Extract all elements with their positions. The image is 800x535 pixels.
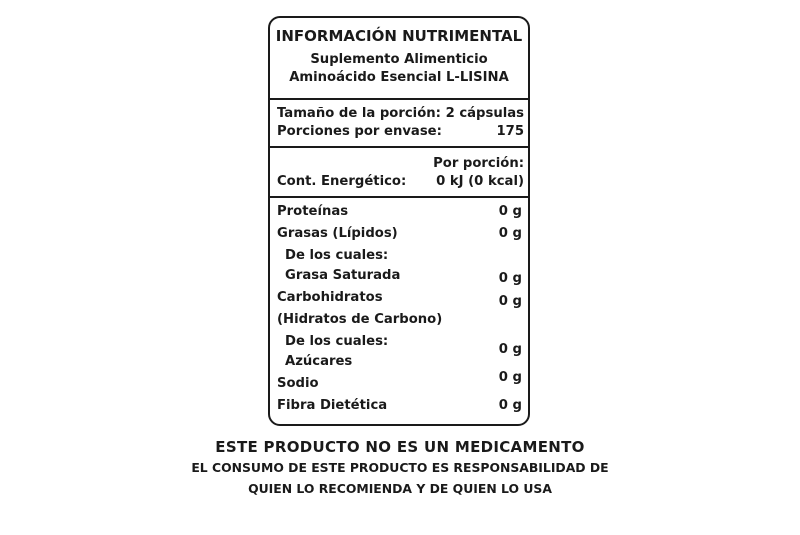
nutrient-label: Grasas (Lípidos) [277,226,398,241]
serving-size-label: Tamaño de la porción: [277,106,441,121]
sub-heading: De los cuales: [285,334,389,349]
nutrient-label: Azúcares [285,354,353,369]
nutrient-value: 0 g [498,204,522,219]
divider [270,146,528,148]
energy-label: Cont. Energético: [277,174,407,189]
servings-per-container-value: 175 [496,124,524,139]
nutrient-label: Grasa Saturada [285,268,401,283]
nutrient-label: Sodio [277,376,319,391]
warning-text-line2: QUIEN LO RECOMIENDA Y DE QUIEN LO USA [248,481,552,496]
energy-value: 0 kJ (0 kcal) [436,174,524,189]
nutrition-facts-panel [268,16,530,426]
panel-subtitle-product-name: Aminoácido Esencial L-LISINA [289,70,509,85]
nutrient-label: Fibra Dietética [277,398,388,413]
nutrient-value: 0 g [498,271,522,286]
nutrient-value: 0 g [498,294,522,309]
nutrient-value: 0 g [498,342,522,357]
nutrient-value: 0 g [498,226,522,241]
nutrient-value: 0 g [498,370,522,385]
divider [270,196,528,198]
warning-heading: ESTE PRODUCTO NO ES UN MEDICAMENTO [215,438,585,456]
nutrient-label: Proteínas [277,204,349,219]
servings-per-container-label: Porciones por envase: [277,124,442,139]
per-serving-header: Por porción: [433,156,524,171]
panel-subtitle-product-type: Suplemento Alimenticio [310,52,488,67]
nutrient-value: 0 g [498,398,522,413]
sub-heading: De los cuales: [285,248,389,263]
nutrient-label-continued: (Hidratos de Carbono) [277,312,443,327]
serving-size-value: 2 cápsulas [445,106,524,121]
warning-text-line1: EL CONSUMO DE ESTE PRODUCTO ES RESPONSABILIDAD DE [191,460,609,475]
panel-title: INFORMACIÓN NUTRIMENTAL [275,27,523,45]
divider [270,98,528,100]
nutrient-label: Carbohidratos [277,290,383,305]
